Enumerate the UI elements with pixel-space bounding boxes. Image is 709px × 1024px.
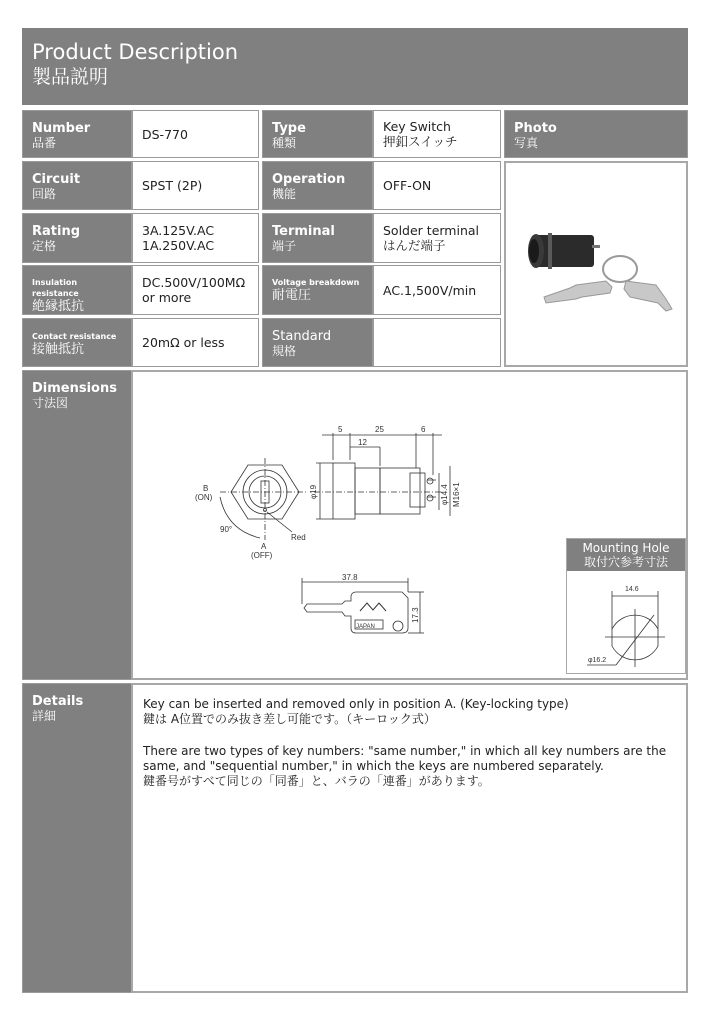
contact-value [132, 318, 259, 367]
photo-label-en: Photo [514, 121, 557, 136]
standard-label [262, 318, 373, 367]
terminal-label-en: Terminal [272, 224, 335, 239]
standard-label-jp: 規格 [272, 344, 297, 358]
rating-value-2: 1A.250V.AC [142, 238, 215, 253]
rating-value-1: 3A.125V.AC [142, 223, 215, 238]
type-label-en: Type [272, 121, 306, 136]
operation-label-en: Operation [272, 172, 346, 187]
details-para1-en: Key can be inserted and removed only in position A. (Key-locking type) [143, 697, 569, 711]
terminal-value [373, 213, 501, 263]
number-label [22, 110, 132, 158]
type-label [262, 110, 373, 158]
position-a-state: (OFF) [251, 551, 273, 560]
number-value-text: DS-770 [142, 126, 188, 142]
dimensions-drawing-area [131, 370, 688, 680]
details-paragraph-1 [143, 697, 676, 727]
rating-value [132, 213, 259, 263]
key-height: 17.3 [411, 607, 420, 623]
details-label [22, 683, 132, 993]
circuit-label-jp: 回路 [32, 187, 57, 201]
dimensions-label-jp: 寸法図 [32, 396, 69, 410]
insulation-label [22, 265, 132, 315]
position-b: B [203, 484, 209, 493]
voltage-label-en: Voltage breakdown [272, 278, 360, 287]
angle-90: 90° [220, 525, 233, 534]
details-content [131, 683, 688, 993]
insulation-value-2: or more [142, 290, 192, 305]
voltage-value [373, 265, 501, 315]
position-b-state: (ON) [195, 493, 213, 502]
dim-12: 12 [358, 438, 367, 447]
type-value [373, 110, 501, 158]
operation-label [262, 161, 373, 210]
mounting-hole-diameter: φ16.2 [588, 657, 607, 664]
terminal-value-jp: はんだ端子 [383, 238, 446, 253]
operation-value [373, 161, 501, 210]
mounting-hole-title-en: Mounting Hole [582, 541, 670, 555]
operation-value-text: OFF-ON [383, 178, 432, 193]
details-para1-jp: 鍵は A位置でのみ抜き差し可能です。（キーロック式） [143, 712, 436, 726]
voltage-label-jp: 耐電圧 [272, 288, 312, 303]
dim-phi19: φ19 [309, 484, 318, 499]
type-value-jp: 押釦スイッチ [383, 134, 458, 149]
contact-label-jp: 接触抵抗 [32, 342, 85, 357]
rating-label [22, 213, 132, 263]
terminal-label [262, 213, 373, 263]
dimensions-label-en: Dimensions [32, 381, 117, 396]
rating-label-jp: 定格 [32, 239, 57, 253]
voltage-value-text: AC.1,500V/min [383, 282, 477, 298]
contact-label-en: Contact resistance [32, 332, 117, 341]
page-title-jp: 製品説明 [32, 66, 109, 88]
details-para2-jp: 鍵番号がすべて同じの「同番」と、バラの「連番」があります。 [143, 774, 490, 788]
photo-label-jp: 写真 [514, 136, 539, 150]
key-switch-photo [506, 163, 686, 365]
dim-m16: M16×1 [452, 482, 461, 507]
terminal-value-en: Solder terminal [383, 223, 480, 238]
standard-value [373, 318, 501, 367]
insulation-label-jp: 絶縁抵抗 [32, 299, 85, 314]
circuit-value-text: SPST (2P) [142, 178, 203, 193]
details-para2-en: There are two types of key numbers: "same number," in which all key numbers are the same, and "sequential number," in which the keys are numbered separately. [143, 744, 667, 773]
number-label-en: Number [32, 121, 91, 136]
insulation-value [132, 265, 259, 315]
number-label-jp: 品番 [32, 136, 57, 150]
circuit-value [132, 161, 259, 210]
dim-phi14-4: φ14.4 [440, 484, 449, 505]
key-mark: JAPAN [356, 624, 375, 630]
dimensions-label [22, 370, 132, 680]
standard-label-en: Standard [272, 329, 332, 344]
circuit-label-en: Circuit [32, 172, 81, 187]
voltage-label [262, 265, 373, 315]
mounting-hole-width: 14.6 [625, 586, 639, 593]
operation-label-jp: 機能 [272, 187, 297, 201]
position-a: A [261, 542, 267, 551]
red-mark: Red [291, 533, 306, 542]
product-photo [504, 161, 688, 367]
mounting-hole-drawing [567, 571, 685, 675]
photo-label [504, 110, 688, 158]
key-length: 37.8 [342, 573, 358, 582]
page-title: Product Description [32, 40, 239, 64]
circuit-label [22, 161, 132, 210]
number-value [132, 110, 259, 158]
page-header [22, 28, 688, 105]
terminal-label-jp: 端子 [272, 239, 297, 253]
dim-6: 6 [421, 425, 426, 434]
mounting-hole-title-jp: 取付穴参考寸法 [583, 555, 668, 569]
insulation-value-1: DC.500V/100MΩ [142, 275, 246, 290]
details-label-jp: 詳細 [32, 709, 57, 723]
rating-label-en: Rating [32, 224, 81, 239]
type-label-jp: 種類 [272, 136, 297, 150]
contact-value-text: 20mΩ or less [142, 335, 225, 350]
dim-5: 5 [338, 425, 343, 434]
dim-25: 25 [375, 425, 384, 434]
contact-label [22, 318, 132, 367]
type-value-en: Key Switch [383, 119, 451, 134]
insulation-label-en: Insulation resistance [32, 278, 79, 298]
details-paragraph-2 [143, 744, 676, 789]
mounting-hole-title [567, 539, 685, 571]
details-label-en: Details [32, 694, 84, 709]
mounting-hole-box [566, 538, 686, 674]
